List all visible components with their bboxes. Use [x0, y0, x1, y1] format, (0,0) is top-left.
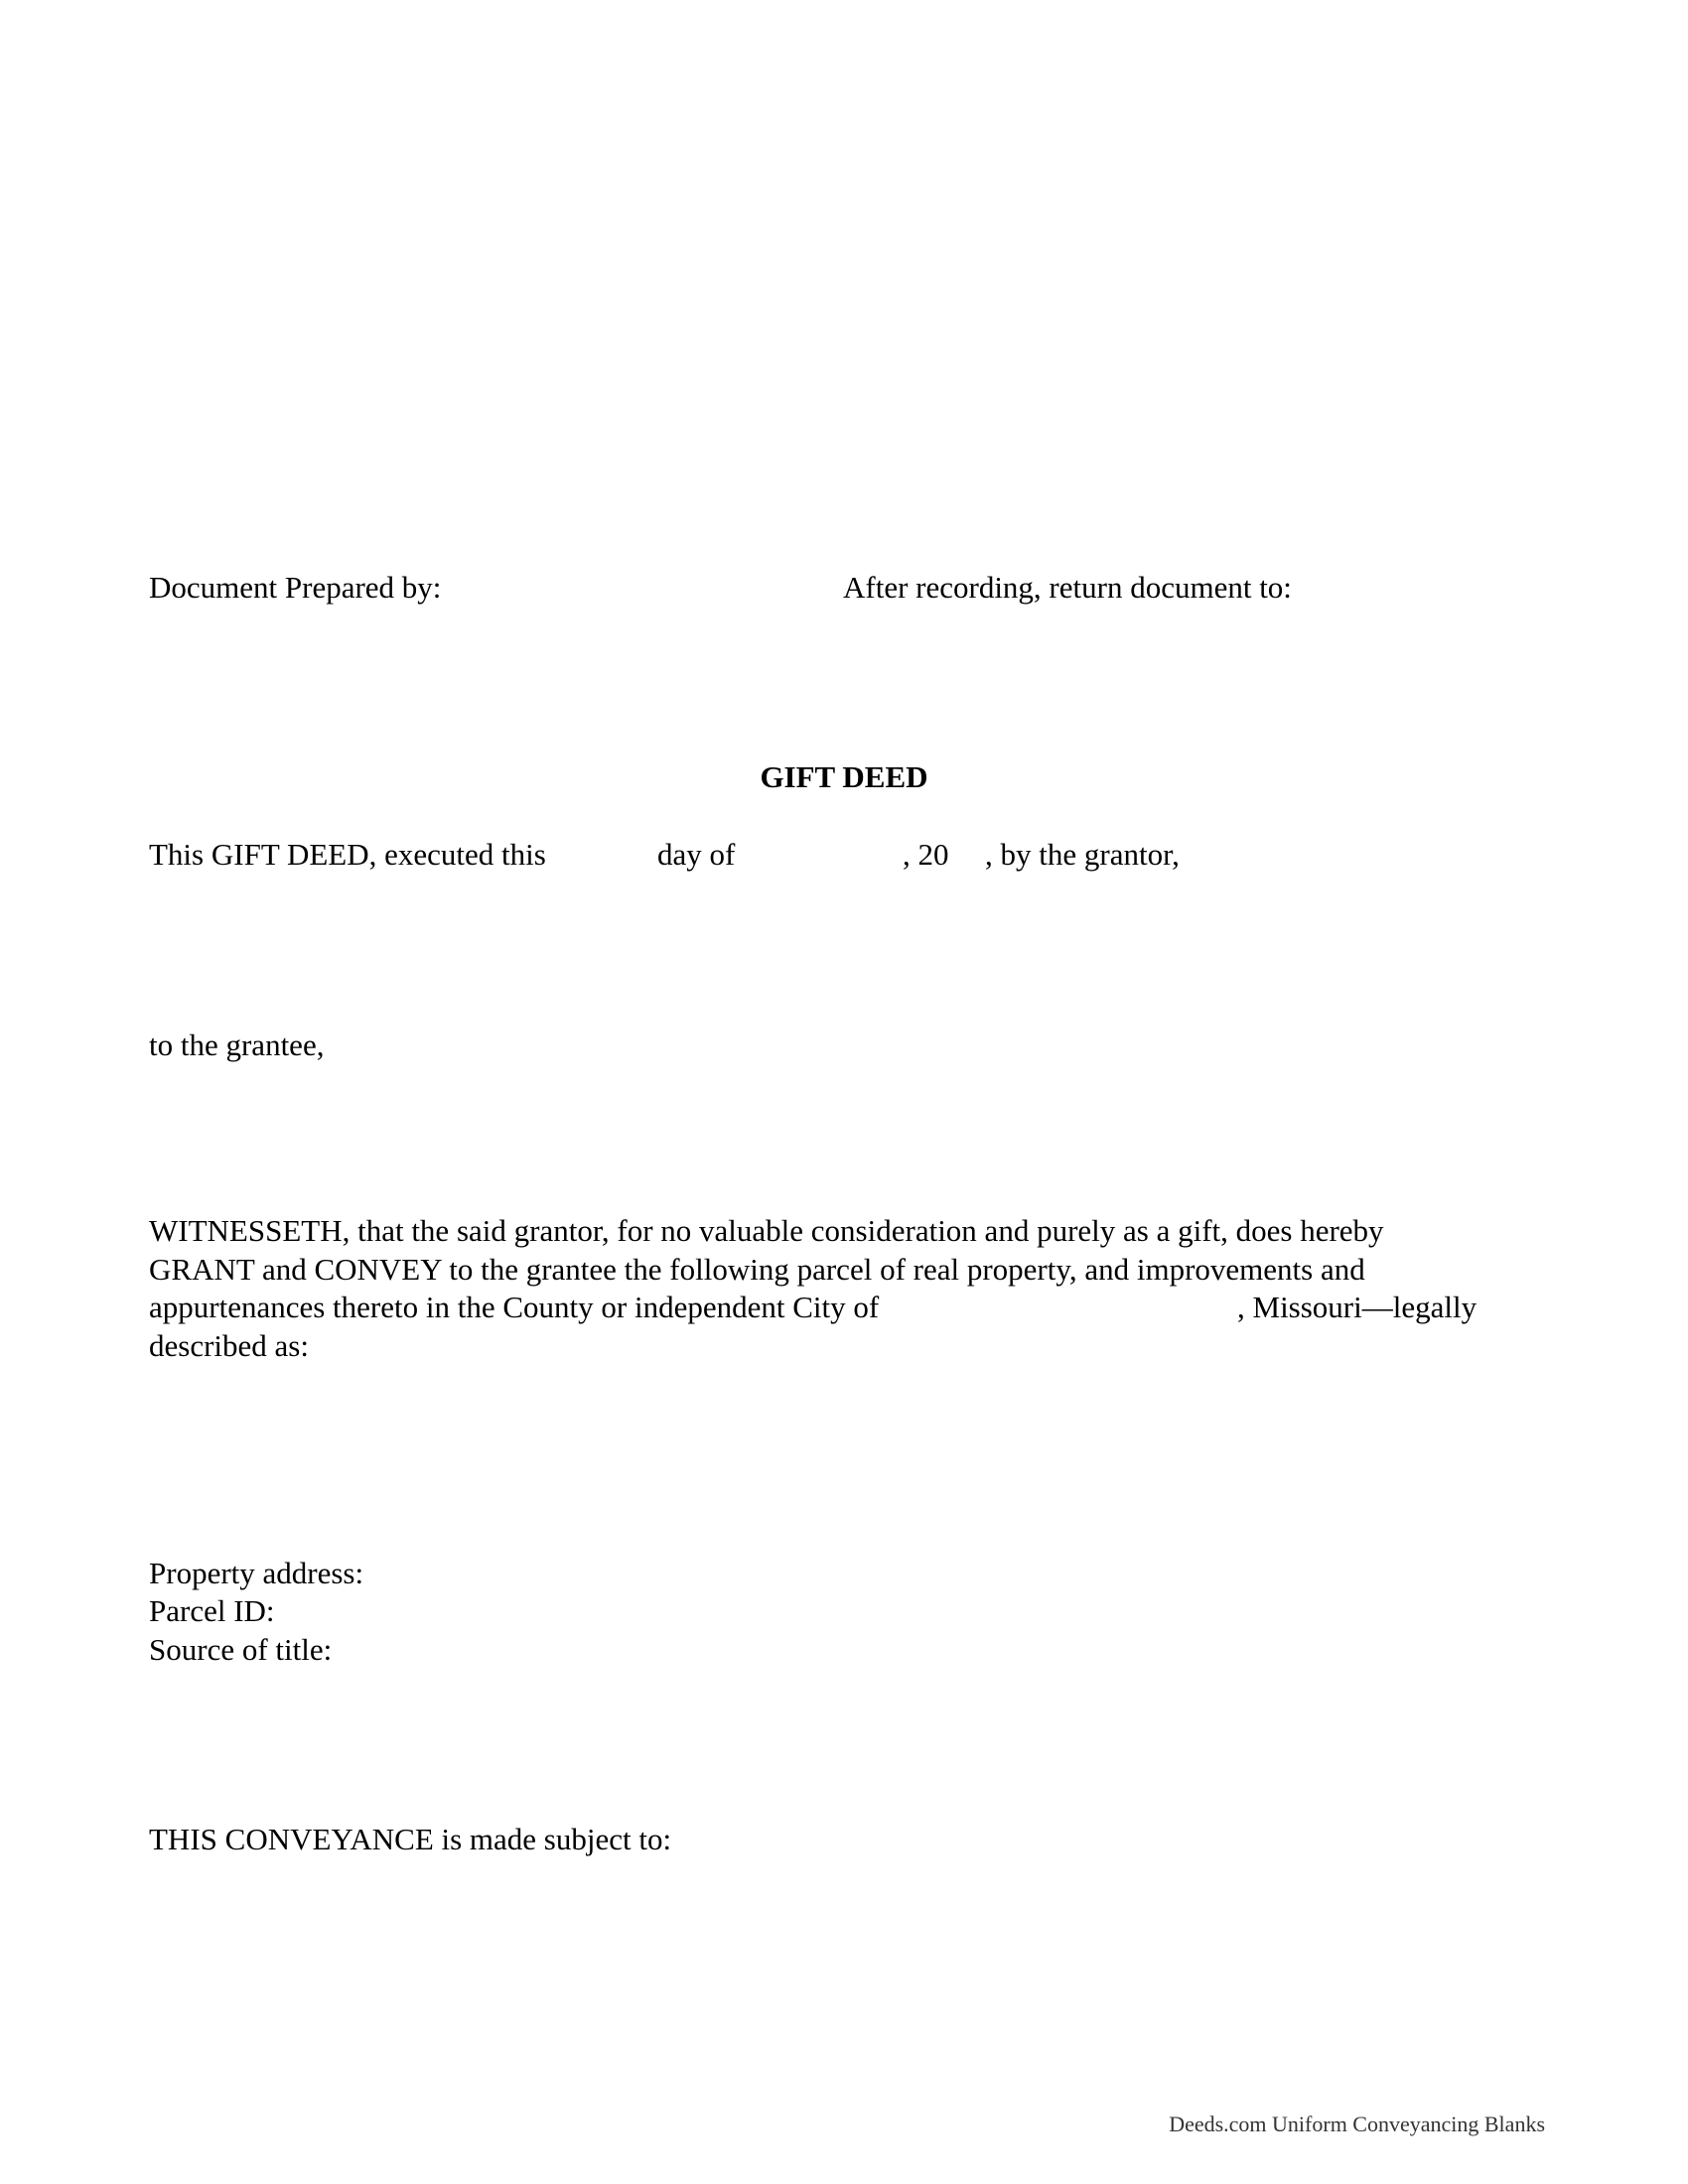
grantee-label: to the grantee, [149, 1027, 325, 1062]
witnesseth-line-4: described as: [149, 1327, 309, 1363]
witnesseth-line-2: GRANT and CONVEY to the grantee the following parcel of real property, and improvements and [149, 1251, 1365, 1287]
witnesseth-paragraph [149, 1212, 1529, 1365]
parcel-id-label: Parcel ID: [149, 1593, 275, 1628]
execution-year-prefix: , 20 [903, 837, 949, 872]
witnesseth-line-1: WITNESSETH, that the said grantor, for no valuable consideration and purely as a gift, does hereby [149, 1213, 1384, 1248]
document-title: GIFT DEED [760, 759, 928, 794]
witnesseth-line-3 [149, 1289, 1529, 1327]
conveyance-label: THIS CONVEYANCE is made subject to: [149, 1822, 672, 1856]
property-address-label: Property address: [149, 1556, 364, 1590]
source-of-title-label: Source of title: [149, 1632, 333, 1667]
page-footer: Deeds.com Uniform Conveyancing Blanks [1169, 2112, 1545, 2136]
execution-intro: This GIFT DEED, executed this [149, 837, 546, 872]
prepared-by-label: Document Prepared by: [149, 570, 442, 605]
execution-by-grantor: , by the grantor, [985, 837, 1180, 872]
execution-day-of: day of [657, 837, 736, 872]
witnesseth-line-3-start: appurtenances thereto in the County or independent City of [149, 1290, 880, 1324]
witnesseth-line-3-end: , Missouri—legally [1237, 1290, 1477, 1324]
return-to-label: After recording, return document to: [843, 570, 1292, 605]
